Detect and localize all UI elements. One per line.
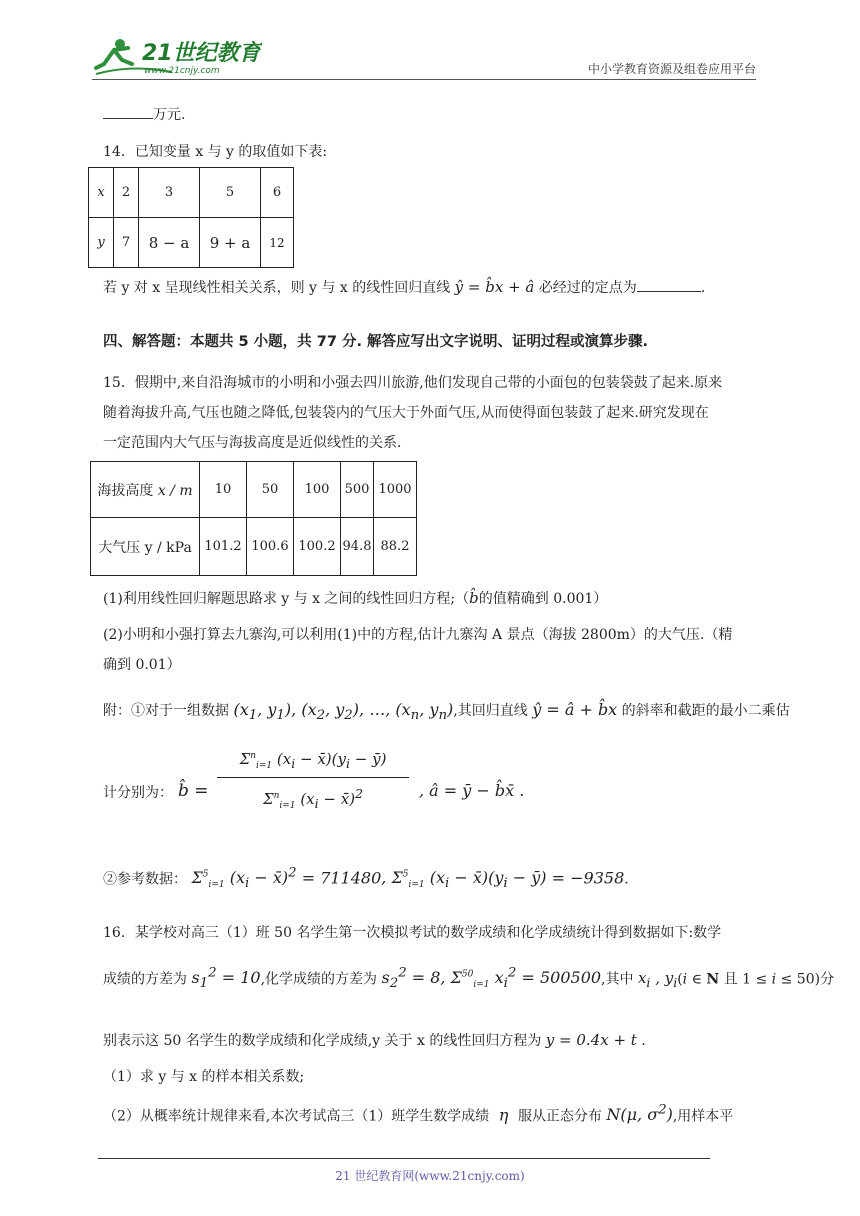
q15-sub1: (1)利用线性回归解题思路求 y 与 x 之间的线性回归方程;（b̂的值精确到 0.001） — [103, 589, 608, 607]
q15-p1: 15．假期中,来自沿海城市的小明和小强去四川旅游,他们发现自己带的小面包的包装袋鼓了起来.原来 — [103, 375, 723, 391]
q13-tail: 万元. — [103, 104, 185, 124]
q14-stem: 14．已知变量 x 与 y 的取值如下表: — [103, 144, 328, 160]
q15-ref-data: ②参考数据： $\Sigma^5_{i=1}$ ($x_i$ − x̄)$^2$ = 711480, $\Sigma^5_{i=1}$ ($x_i$ − $x̄)(y_i$ − ȳ) = −9358. — [103, 866, 629, 892]
footer-link[interactable]: 21 世纪教育网(www.21cnjy.com) — [335, 1169, 525, 1183]
q14-row-x: x 2 3 5 6 — [89, 168, 294, 218]
q16-sub1: （1）求 y 与 x 的样本相关系数; — [103, 1069, 305, 1085]
header-platform-text: 中小学教育资源及组卷应用平台 — [587, 62, 756, 76]
section-4-title: 四、解答题：本题共 5 小题，共 77 分. 解答应写出文字说明、证明过程或演算步骤. — [103, 334, 649, 350]
q16-sub2: （2）从概率统计规律来看,本次考试高三（1）班学生数学成绩 η 服从正态分布 N(μ, $\sigma^2$),用样本平 — [103, 1103, 734, 1125]
footer-divider — [98, 1158, 710, 1159]
q15-note: 附：①对于一组数据 ($x_1$, $y_1$), ($x_2$, $y_2$), …, ($x_n$, $y_n$),其回归直线 ŷ = â + b̂x 的斜率和截距的最小二乘估 — [103, 700, 790, 724]
slope-fraction: $\Sigma^n_{i=1}$ ($x_i$ − $x̄)(y_i$ − ȳ) $\Sigma^n_{i=1}$ ($x_i$ − x̄)$^2$ — [213, 750, 413, 811]
q14-row-y: y 7 8 − a 9 + a 12 — [89, 218, 294, 268]
q15-p2: 随着海拔升高,气压也随之降低,包装袋内的气压大于外面气压,从而使得面包装鼓了起来.研究发现在 — [103, 405, 709, 421]
header-divider — [92, 79, 756, 80]
q15-row-height: 海拔高度 x / m 10 50 100 500 1000 — [91, 462, 417, 518]
q16-p1: 16．某学校对高三（1）班 50 名学生第一次模拟考试的数学成绩和化学成绩统计得到数据如下:数学 — [103, 925, 722, 941]
q15-sub2b: 确到 0.01） — [103, 657, 181, 673]
q16-p2: 成绩的方差为 $s_1^2 = 10$,化学成绩的方差为 $s_2^2 = 8$, $\Sigma^{50}_{i=1}$ $x_i^2 = 500500$,其中 $x_i$ , $y_i(i$ ∈ N 且 1 ≤ i ≤ 50)分 — [103, 966, 835, 992]
q15-formula-block: 计分别为： b̂ = $\Sigma^n_{i=1}$ ($x_i$ − $x̄)(y_i$ − ȳ) $\Sigma^n_{i=1}$ ($x_i$ − x̄)$^2$ , â = ȳ − b̂x̄ . — [103, 750, 525, 811]
q16-p3: 别表示这 50 名学生的数学成绩和化学成绩,y 关于 x 的线性回归方程为 y = 0.4x + t . — [103, 1031, 646, 1049]
q14-conclusion: 若 y 对 x 呈现线性相关关系，则 y 与 x 的线性回归直线 ŷ = b̂x + â 必经过的定点为 . — [103, 278, 706, 296]
q14-table — [88, 167, 294, 268]
q15-table — [90, 461, 417, 576]
site-logo — [92, 34, 262, 78]
regression-formula: ŷ = b̂x + â — [454, 278, 535, 296]
logo-url: www.21cnjy.com — [144, 66, 220, 76]
logo-text: 21世纪教育 — [142, 41, 261, 66]
q15-row-pressure: 大气压 y / kPa 101.2 100.6 100.2 94.8 88.2 — [91, 518, 417, 576]
q15-sub2a: (2)小明和小强打算去九寨沟,可以利用(1)中的方程,估计九寨沟 A 景点（海拔 2800m）的大气压.（精 — [103, 627, 733, 643]
q15-p3: 一定范围内大气压与海拔高度是近似线性的关系. — [103, 435, 402, 451]
